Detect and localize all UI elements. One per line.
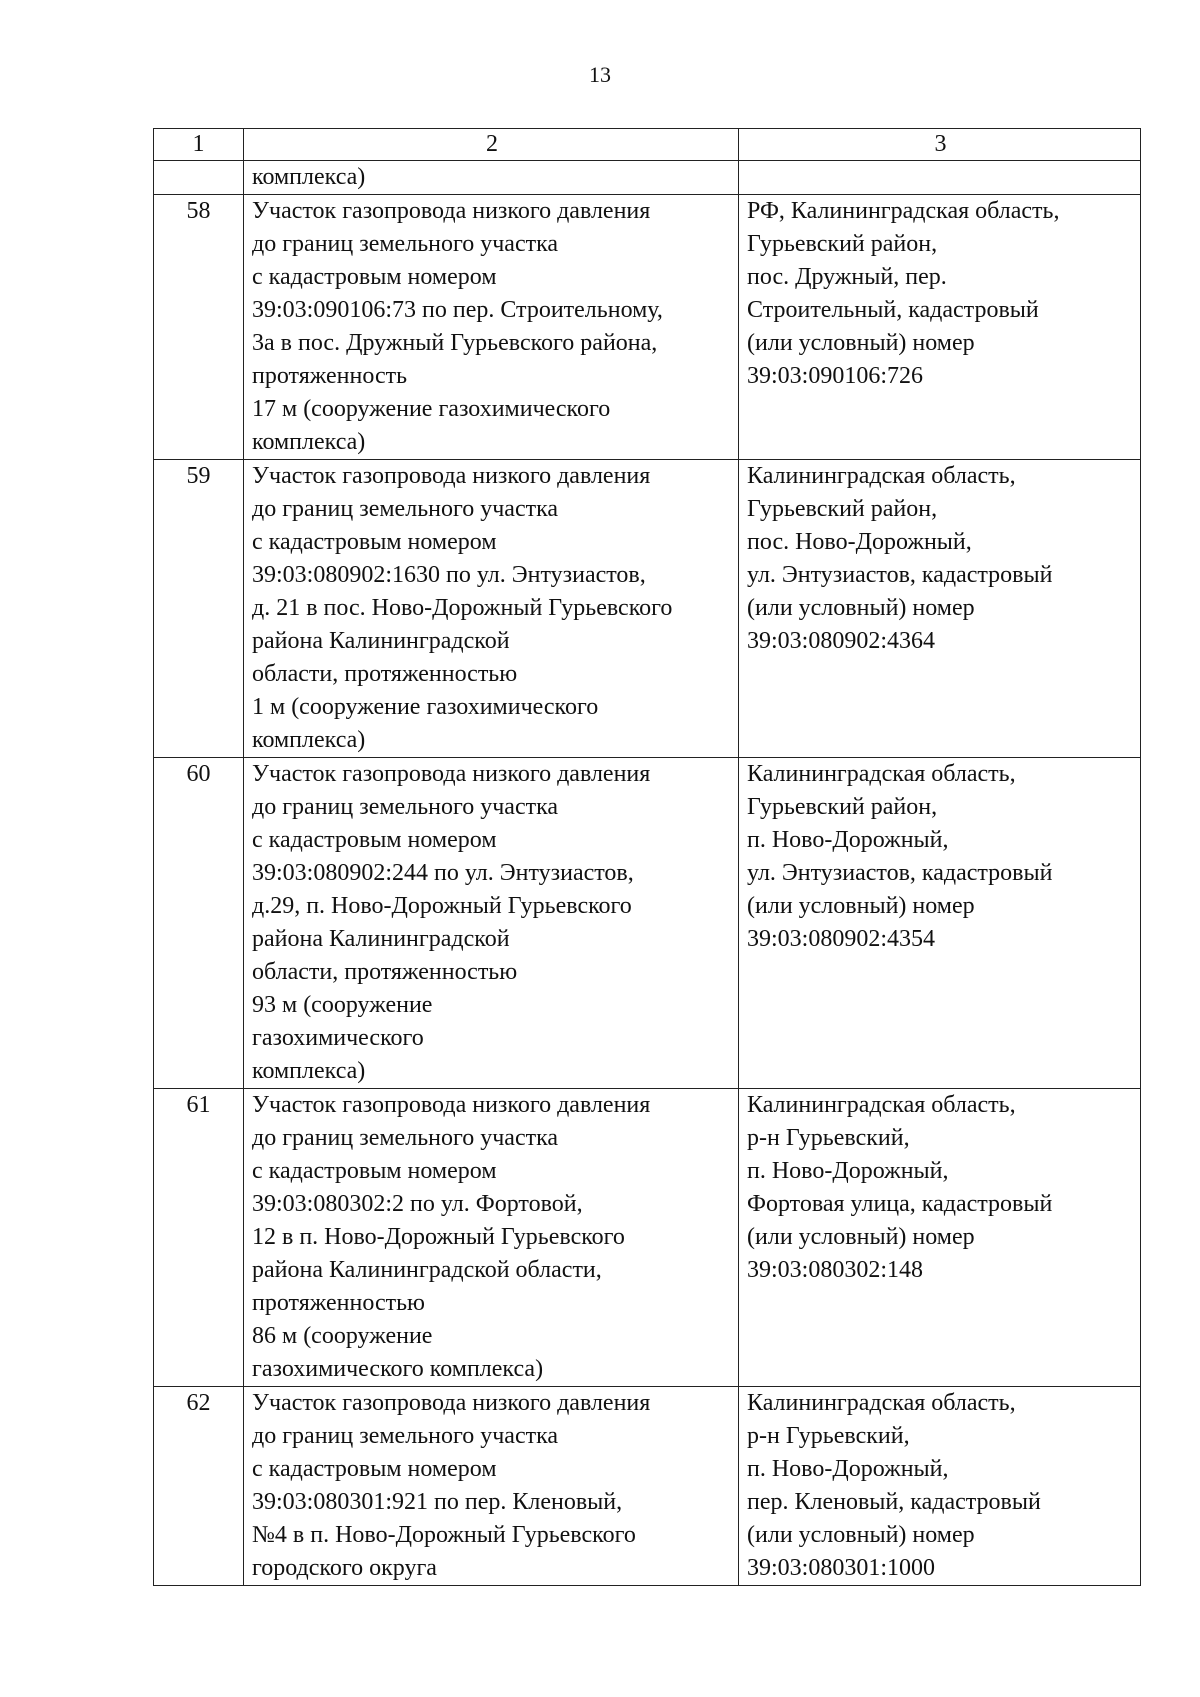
- text-line: городского округа: [252, 1555, 437, 1581]
- text-line: пос. Дружный, пер.: [747, 264, 947, 290]
- row-number: 61: [154, 1089, 244, 1387]
- text-line: р-н Гурьевский,: [747, 1125, 910, 1151]
- table-row: [154, 460, 1141, 758]
- text-line: 39:03:080902:4354: [747, 926, 936, 952]
- text-line: Участок газопровода низкого давления: [252, 1390, 651, 1416]
- table-header-row: [154, 129, 1141, 161]
- text-line: с кадастровым номером: [252, 1456, 497, 1482]
- object-description: [244, 460, 739, 758]
- object-address: [739, 460, 1141, 758]
- text-line: с кадастровым номером: [252, 529, 497, 555]
- header-col-3: 3: [739, 129, 1141, 161]
- object-address: [739, 1089, 1141, 1387]
- text-line: пер. Кленовый, кадастровый: [747, 1489, 1041, 1515]
- table-row: [154, 161, 1141, 195]
- text-line: пос. Ново-Дорожный,: [747, 529, 972, 555]
- text-line: 39:03:080302:148: [747, 1257, 924, 1283]
- text-line: области, протяженностью: [252, 959, 518, 985]
- text-line: области, протяженностью: [252, 661, 518, 687]
- text-line: Участок газопровода низкого давления: [252, 761, 651, 787]
- text-line: 1 м (сооружение газохимического: [252, 694, 599, 720]
- text-line: до границ земельного участка: [252, 231, 559, 257]
- object-address: [739, 195, 1141, 460]
- text-line: Участок газопровода низкого давления: [252, 463, 651, 489]
- table-row: [154, 758, 1141, 1089]
- text-line: газохимического: [252, 1025, 424, 1051]
- text-line: п. Ново-Дорожный,: [747, 1158, 949, 1184]
- page-number: 13: [589, 62, 611, 87]
- text-line: Гурьевский район,: [747, 231, 938, 257]
- text-line: №4 в п. Ново-Дорожный Гурьевского: [252, 1522, 636, 1548]
- text-line: 39:03:090106:73 по пер. Строительному,: [252, 297, 663, 323]
- object-description: [244, 1089, 739, 1387]
- text-line: (или условный) номер: [747, 1224, 975, 1250]
- text-line: 3а в пос. Дружный Гурьевского района,: [252, 330, 658, 356]
- text-line: комплекса): [252, 429, 366, 455]
- text-line: до границ земельного участка: [252, 1423, 559, 1449]
- text-line: р-н Гурьевский,: [747, 1423, 910, 1449]
- text-line: с кадастровым номером: [252, 1158, 497, 1184]
- registry-table: [153, 128, 1141, 1586]
- object-address: [739, 161, 1141, 195]
- text-line: 17 м (сооружение газохимического: [252, 396, 611, 422]
- text-line: Гурьевский район,: [747, 496, 938, 522]
- text-line: п. Ново-Дорожный,: [747, 827, 949, 853]
- header-col-1: 1: [154, 129, 244, 161]
- text-line: протяженностью: [252, 1290, 425, 1316]
- text-line: д.29, п. Ново-Дорожный Гурьевского: [252, 893, 632, 919]
- row-number: 60: [154, 758, 244, 1089]
- text-line: комплекса): [252, 1058, 366, 1084]
- row-number: [154, 161, 244, 195]
- row-number: 59: [154, 460, 244, 758]
- object-address: [739, 758, 1141, 1089]
- text-line: с кадастровым номером: [252, 827, 497, 853]
- text-line: протяженность: [252, 363, 408, 389]
- text-line: (или условный) номер: [747, 330, 975, 356]
- text-line: (или условный) номер: [747, 595, 975, 621]
- text-line: Калининградская область,: [747, 1390, 1016, 1416]
- text-line: п. Ново-Дорожный,: [747, 1456, 949, 1482]
- object-address: [739, 1387, 1141, 1586]
- text-line: Калининградская область,: [747, 1092, 1016, 1118]
- table-row: [154, 1089, 1141, 1387]
- text-line: до границ земельного участка: [252, 1125, 559, 1151]
- text-line: Участок газопровода низкого давления: [252, 198, 651, 224]
- text-line: района Калининградской: [252, 628, 510, 654]
- text-line: 39:03:080301:921 по пер. Кленовый,: [252, 1489, 623, 1515]
- table-row: [154, 195, 1141, 460]
- text-line: 39:03:090106:726: [747, 363, 924, 389]
- text-line: района Калининградской: [252, 926, 510, 952]
- text-line: Строительный, кадастровый: [747, 297, 1039, 323]
- text-line: 39:03:080301:1000: [747, 1555, 936, 1581]
- text-line: Участок газопровода низкого давления: [252, 1092, 651, 1118]
- text-line: 12 в п. Ново-Дорожный Гурьевского: [252, 1224, 625, 1250]
- text-line: Фортовая улица, кадастровый: [747, 1191, 1053, 1217]
- text-line: газохимического комплекса): [252, 1356, 544, 1382]
- text-line: 39:03:080302:2 по ул. Фортовой,: [252, 1191, 583, 1217]
- text-line: до границ земельного участка: [252, 496, 559, 522]
- text-line: (или условный) номер: [747, 893, 975, 919]
- object-description: [244, 1387, 739, 1586]
- text-line: (или условный) номер: [747, 1522, 975, 1548]
- text-line: до границ земельного участка: [252, 794, 559, 820]
- header-col-2: 2: [244, 129, 739, 161]
- row-number: 62: [154, 1387, 244, 1586]
- text-line: 39:03:080902:4364: [747, 628, 936, 654]
- object-description: [244, 758, 739, 1089]
- text-line: с кадастровым номером: [252, 264, 497, 290]
- text-line: 39:03:080902:244 по ул. Энтузиастов,: [252, 860, 634, 886]
- text-line: Калининградская область,: [747, 761, 1016, 787]
- text-line: 86 м (сооружение: [252, 1323, 433, 1349]
- text-line: 39:03:080902:1630 по ул. Энтузиастов,: [252, 562, 646, 588]
- text-line: д. 21 в пос. Ново-Дорожный Гурьевского: [252, 595, 673, 621]
- object-description: [244, 161, 739, 195]
- text-line: РФ, Калининградская область,: [747, 198, 1060, 224]
- text-line: Гурьевский район,: [747, 794, 938, 820]
- text-line: ул. Энтузиастов, кадастровый: [747, 562, 1053, 588]
- text-line: комплекса): [252, 164, 366, 190]
- text-line: ул. Энтузиастов, кадастровый: [747, 860, 1053, 886]
- text-line: комплекса): [252, 727, 366, 753]
- text-line: Калининградская область,: [747, 463, 1016, 489]
- text-line: 93 м (сооружение: [252, 992, 433, 1018]
- object-description: [244, 195, 739, 460]
- row-number: 58: [154, 195, 244, 460]
- text-line: района Калининградской области,: [252, 1257, 602, 1283]
- table-row: [154, 1387, 1141, 1586]
